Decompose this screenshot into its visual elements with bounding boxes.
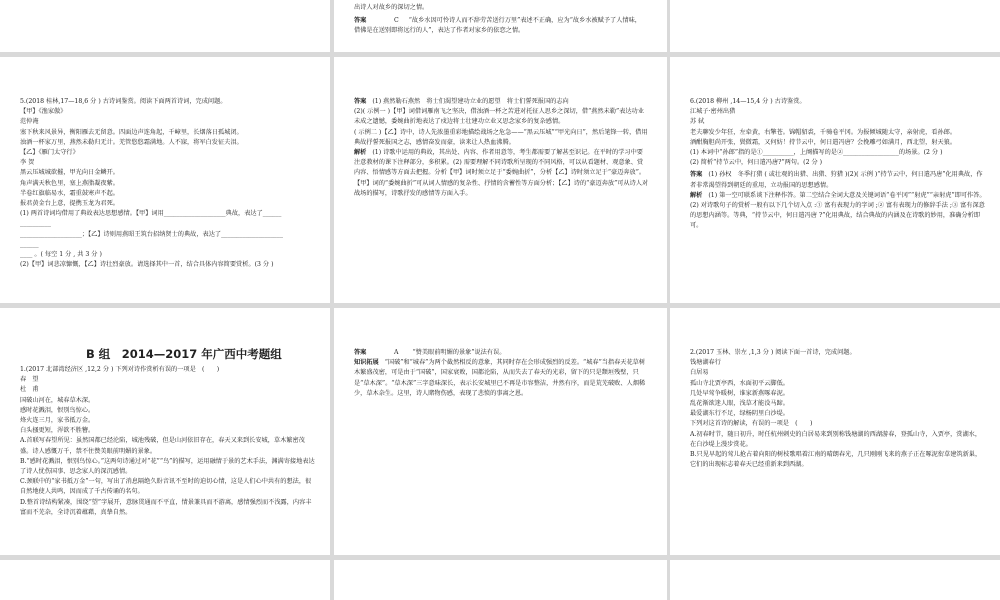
text-line: (2)【甲】词悲凉慷慨，【乙】诗壮烈豪放。请选择其中一首，结合具体内容简要赏析。(3 分 ): [20, 261, 274, 269]
text-line: 感时花溅泪，恨别鸟惊心。: [20, 406, 95, 414]
text-line: ______: [20, 240, 39, 248]
text-line: (1) 两首诗词均借用了典故表达思想感情。【甲】词用____________________典故，表达了______: [20, 210, 282, 218]
option-a: A.初春时节，随日初升，时任杭州刺史的白居易来到别称钱塘湖的西湖游春，登孤山寺，入贾亭，赏湖水，在白沙堤上漫步赏花。: [690, 430, 982, 448]
answer-block: [354, 348, 649, 358]
page-2: [0, 57, 330, 303]
text-line: 钱塘湖春行: [690, 359, 721, 367]
text-line: ____ 。( 每空 1 分 , 共 3 分 ): [20, 251, 102, 259]
page-6: [334, 308, 667, 555]
group-title: B 组 2014—2017 年广西中考题组: [86, 347, 282, 361]
option-a: A.首联写春望所见：虽然国都已经沦陷，城池残破，但是山河依旧存在，春天又来到长安城，草木繁密茂盛。诗人感慨万千，禁不住赞美眼前明媚的景象。: [20, 437, 305, 455]
answer-label: 答案: [354, 98, 367, 105]
answer-block: [354, 16, 647, 36]
answer-block: [690, 170, 986, 190]
page-10-stub: [670, 560, 1000, 600]
text-line: 塞下秋来风景异，衡阳雁去无留意。四面边声连角起，千嶂里，长烟落日孤城闭。: [20, 128, 243, 136]
page-0-stub-right: [670, 0, 1000, 52]
extension-text: “国破”和“城春”为两个截然相反的意象，其同时存在会形成强烈的反差。“城春”当指春天花草树木繁盛茂密，可是由于“国破”，国家衰败，国都沦陷，从而失去了春天的光彩，留下的只是颓垣残壁，只是“草木深”。“草木深”三字意味深长，表示长安城里已不再是市容整洁，井然有序，而是荒芜破败、人烟稀少，草木杂生。这里，诗人睹物伤感，表现了悲愤的事离之恩。: [354, 359, 646, 397]
page-3: [334, 57, 667, 303]
text-line: 2.(2017 玉林、崇左 ,1,3 分 ) 阅读下面一首诗，完成问题。: [690, 349, 856, 356]
option-b: B.只见早起的莺儿抢占着向阳的树枝歌唱着江南的晴朗春光，几只刚刚飞来的燕子正在啄泥衔草建筑新巢，它们的出现标志着春天已经重新来到西湖。: [690, 451, 982, 469]
text-line: 【甲】《渔家傲》: [20, 108, 67, 116]
text-line: 苏 轼: [690, 118, 705, 126]
answer-text: “赞美眼前明媚的景象”说法有误。: [412, 349, 506, 356]
answer-label: 答案: [690, 171, 703, 179]
partial-line: 出诗人对故乡的深切之情。: [354, 4, 429, 11]
answer-value: C: [394, 17, 399, 25]
text-line: 酒酣胸胆尚开张，鬓微霜，又何妨！持节云中，何日遣冯唐？会挽雕弓如满月，西北望，射天狼。: [690, 138, 957, 146]
analysis-block: [690, 191, 986, 232]
text-line: 黑云压城城欲摧，甲光向日金鳞开。: [20, 169, 119, 177]
text-line: 李 贺: [20, 159, 35, 167]
option-b: B.“感时花溅泪，恨别鸟惊心。”这两句诗通过对“花”“鸟”的描写，运用融情于景的艺术手法，渊满寄接地表达了诗人忧伤国事、思念家人的深沉感情。: [20, 457, 315, 476]
text-line: 6.(2018 柳州 ,14—15,4 分 ) 古诗鉴赏。: [690, 98, 806, 105]
text-line: 1.(2017 北部湾经济区 ,12,2 分 ) 下列对诗作赏析有误的一项是 ( ): [20, 366, 220, 373]
text-line: 老夫聊发少年狂，左牵黄，右擎苍。锦帽貂裘，千骑卷平冈。为报倾城随太守，亲射虎，看孙郎。: [690, 128, 957, 136]
answer-label: 答案: [354, 17, 367, 25]
text-line: __________: [20, 220, 51, 228]
extension-label: 知识拓展: [354, 359, 379, 367]
text-line: 浊酒一杯家万里，燕然未勒归无计。羌管悠悠霜满地。人不寐，将军白发征夫泪。: [20, 138, 243, 146]
text-line: 最爱湖东行不足，绿杨阴里白沙堤。: [690, 410, 789, 418]
analysis-block: [354, 148, 649, 199]
text-line: 烽火连三月，家书抵万金。: [20, 417, 95, 425]
text-line: 江城子·密州出猎: [690, 108, 736, 116]
answer-text: (1) 孙权 冬季打猎 ( 或壮观的出猎、出猎、狩猎 )(2)( 示例 )“持节云中，何日遣冯唐”化用典故，作者非常渴望得到朝廷的重用，立功报国的思想感情。: [690, 171, 983, 189]
answer-block: [354, 97, 649, 107]
text-line: 报君黄金台上意，提携玉龙为君死。: [20, 200, 119, 208]
text-line: ____________________；【乙】诗则用燕昭王筑台招纳贤士的典故，表达了____________________: [20, 230, 283, 238]
text-line: 下列对这首诗的解读，有误的一项是 ( ): [690, 420, 813, 428]
text-line: 5.(2018 桂林,17—18,6 分 ) 古诗词鉴赏。阅读下面两首诗词，完成问题。: [20, 98, 227, 105]
answer-more: ( 示例二 )【乙】诗中，诗人先浓墨重彩地描绘战场之危急——“黑云压城”“甲光向日”，然后笔锋一转，借用典故抒誓死报国之志，感情奋发而豪，读来让人热血沸腾。: [354, 128, 648, 146]
text-line: 春 望: [20, 376, 39, 384]
analysis-text: (1) 第一空可联系谈下注释作答。第二空结合全词大意及关键词语“卷平冈”“射虎”“亲射虎”即可作答。(2) 对诗歌句子的赏析一般有以下几个切入点 :① 富有表现力的字词 ;② 富有表现力的修辞手法 ;③ 富有深意的思想内涵等。等典，“持节云中，何日遣冯唐 ?”化用典故，结合典故的内涵及在诗歌的妙用，准确分析即可。: [690, 191, 986, 230]
page-0-stub-left: [0, 0, 330, 52]
text-line: 乱花渐欲迷人眼，浅草才能没马蹄。: [690, 400, 789, 408]
text-line: 几处早莺争暖树，谁家新燕啄春泥。: [690, 389, 789, 397]
answer-value: A: [394, 349, 399, 356]
text-line: 角声满天秋色里，塞上燕脂凝夜紫。: [20, 179, 119, 187]
page-1: [334, 0, 667, 52]
analysis-text: 折”，分析【乙】诗时须立足于“豪迈奔放”。【甲】词的“委婉曲折”可从词人情感的复杂性、抒情的含蓄性等方面分析；【乙】诗的“豪迈奔放”可从诗人对战场的描写，诗歌抒发的感情等方面入手。: [354, 169, 649, 197]
page-8-stub: [0, 560, 330, 600]
answer-label: 答案: [354, 349, 367, 356]
text-line: (2) 简析“持节云中，何日遣冯唐?”两句。(2 分 ): [690, 159, 823, 167]
answer-more: (2)( 示例一 )【甲】词借词雁南飞之坚决，借浊酒一杯之苦进对托征人思乡之深切，借“燕然未勒”表达功业未成之遗憾，委婉曲折地表达了戍边将士壮建功立业又思念家乡的复杂感情。: [354, 108, 644, 126]
analysis-label: 解析: [690, 191, 703, 199]
answer-text: “故乡水因可怜诗人而不辞劳苦送行万里”表述不正确，应为“故乡水被赋予了人情味，借佛是在送别即将远行的人”，表达了作者对家乡的依恋之情。: [354, 17, 641, 35]
analysis-text: (1) 诗歌中运用的典故，其出处、内容、作者用意等，考生都需要了解甚至识记。在平时的学习中要注意教材的课下注释部分，多积累。(2) 需要理解不同诗歌所呈现的不同风格，可以从看题材、观意象、赏内容、悟情感等方面去把握。分析【甲】词时须立足于“委婉曲: [354, 149, 644, 177]
option-c: C.颈联中的“家书抵万金”一句，写出了消息隔绝久盼音讯不至时的迫切心情，这是人们心中共有的想法，很自然地使人共鸣，因而成了千古传诵的名句。: [20, 478, 312, 496]
text-line: 白头搔更短，浑欲不胜簪。: [20, 427, 95, 435]
answer-text: (1) 燕然勒石燕然 将士们渴望建功立业的愿望 将士们誓死报国的志向: [372, 98, 569, 105]
page-7: [670, 308, 1000, 555]
extension-block: [354, 358, 649, 399]
text-line: 杜 甫: [20, 386, 39, 394]
page-9-stub: [334, 560, 667, 600]
page-5: [0, 308, 330, 555]
text-line: 范仲淹: [20, 118, 39, 126]
text-line: 白居易: [690, 369, 709, 377]
option-d: D.整首诗结构紧凑，围绕“望”字展开，意脉贯通而不平直，情景兼具而不游离，感情强烈而不浅露，内容丰富而不芜杂，全诗沉着蕴藉，真挚自然。: [20, 498, 312, 516]
analysis-label: 解析: [354, 149, 367, 157]
text-line: 半卷红旗临易水，霜重鼓寒声不起。: [20, 189, 119, 197]
text-line: (1) 本词中“孙郎”指的是①__________，上阕描写的是②__________________的场景。(2 分 ): [690, 149, 943, 157]
text-line: 孤山寺北贾亭西，水面初平云脚低。: [690, 379, 789, 387]
text-line: 【乙】《雁门太守行》: [20, 149, 79, 157]
page-4: [670, 57, 1000, 303]
text-line: 国破山河在，城春草木深。: [20, 396, 95, 404]
